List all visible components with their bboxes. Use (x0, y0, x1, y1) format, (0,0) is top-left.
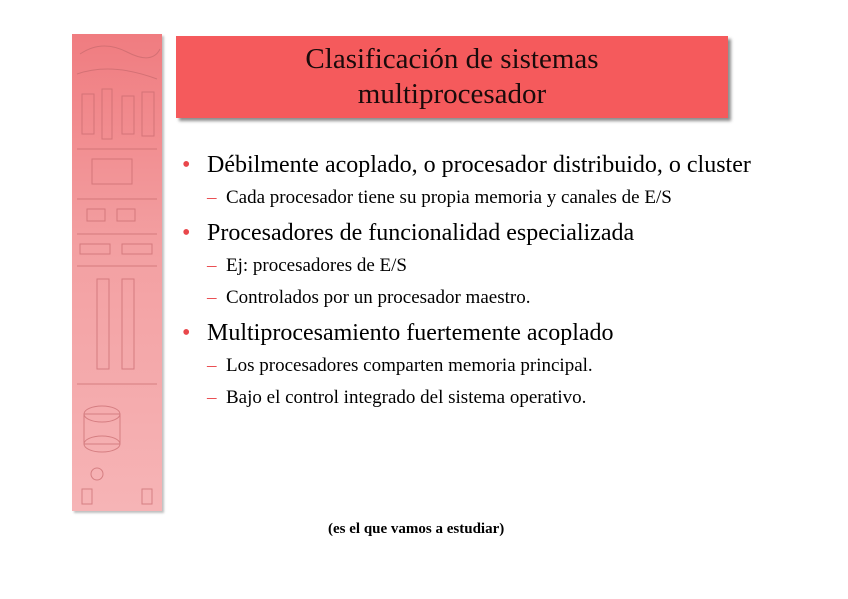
sub-bullet-marker: – (207, 387, 217, 408)
slide-title-line-2: multiprocesador (357, 78, 547, 110)
bullet-text: Débilmente acoplado, o procesador distribuido, o cluster (207, 152, 751, 178)
circuit-diagram-illustration (72, 34, 162, 511)
bullet-marker: • (182, 220, 191, 246)
bullet-item (182, 150, 782, 181)
sub-bullet-text: Controlados por un procesador maestro. (226, 287, 531, 308)
sub-bullet-text: Bajo el control integrado del sistema operativo. (226, 387, 587, 408)
sub-bullet-text: Cada procesador tiene su propia memoria y canales de E/S (226, 187, 672, 208)
bullet-item (182, 218, 782, 249)
bullet-item (182, 318, 782, 349)
decorative-side-strip (72, 34, 162, 511)
sub-bullet-text: Ej: procesadores de E/S (226, 255, 407, 276)
footnote: (es el que vamos a estudiar) (328, 521, 505, 537)
sub-bullet-item (182, 254, 782, 278)
sub-bullet-item (182, 386, 782, 410)
bullet-text: Procesadores de funcionalidad especializada (207, 220, 635, 246)
bullet-marker: • (182, 152, 191, 178)
sub-bullet-marker: – (207, 187, 217, 208)
sub-bullet-item (182, 354, 782, 378)
slide-title-box (176, 36, 728, 118)
bullet-marker: • (182, 320, 191, 346)
sub-bullet-marker: – (207, 355, 217, 376)
sub-bullet-item (182, 186, 782, 210)
sub-bullet-text: Los procesadores comparten memoria principal. (226, 355, 593, 376)
slide-content (182, 150, 782, 418)
slide-title-line-1: Clasificación de sistemas (305, 43, 599, 75)
sub-bullet-marker: – (207, 287, 217, 308)
sub-bullet-item (182, 286, 782, 310)
sub-bullet-marker: – (207, 255, 217, 276)
bullet-text: Multiprocesamiento fuertemente acoplado (207, 320, 614, 346)
